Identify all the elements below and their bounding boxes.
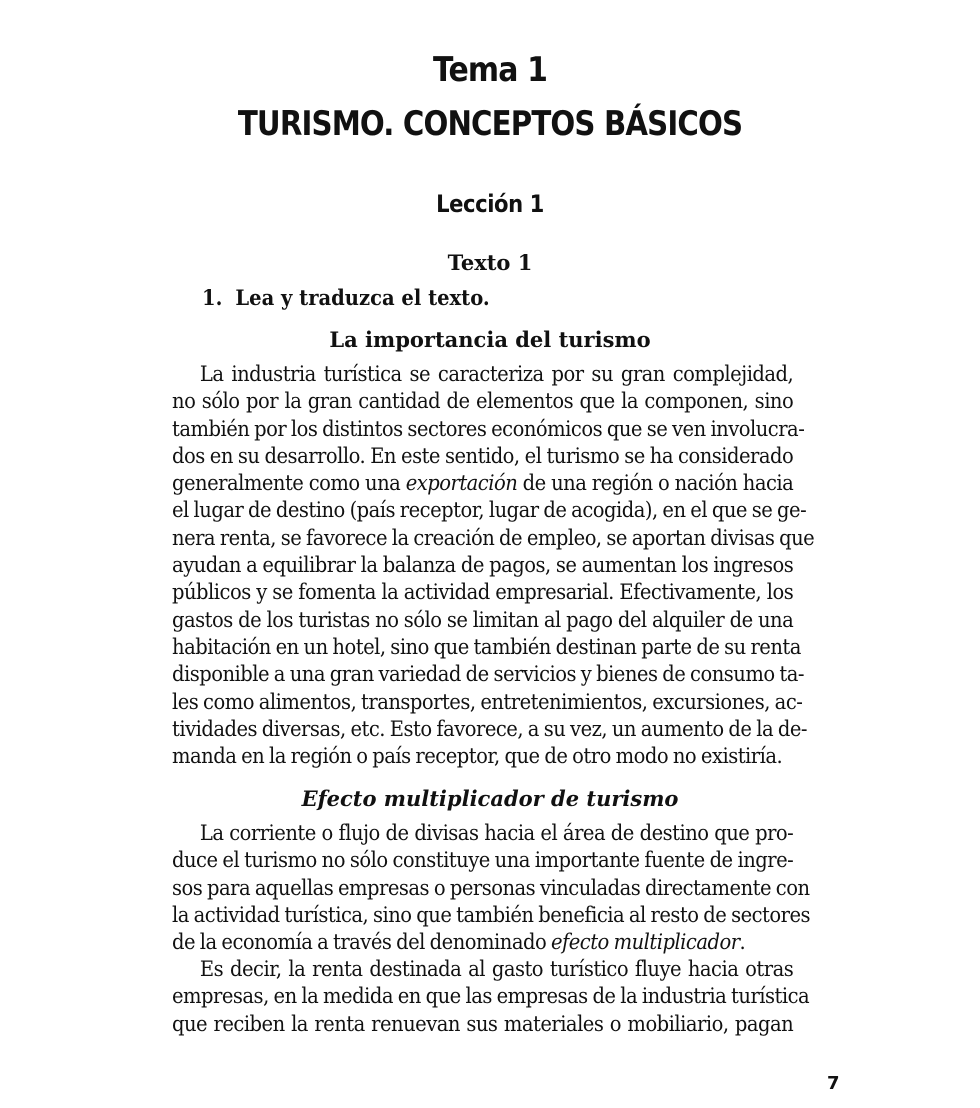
instruction-number: 1. xyxy=(202,285,223,310)
lesson-heading: Lección 1 xyxy=(436,190,544,218)
text-line: empresas, en la medida en que las empresas de la industria turística xyxy=(172,984,810,1009)
text-line: dos en su desarrollo. En este sentido, el turismo se ha considerado xyxy=(172,443,794,468)
text-line: nera renta, se favorece la creación de empleo, se aportan divisas que xyxy=(172,525,815,550)
text-line xyxy=(172,470,793,497)
text-line: gastos de los turistas no sólo se limitan al pago del alquiler de una xyxy=(172,607,794,632)
text-line: el lugar de destino (país receptor, lugar de acogida), en el que se ge- xyxy=(172,498,807,523)
text-heading: Texto 1 xyxy=(447,250,533,275)
text-line: también por los distintos sectores económicos que se ven involucra- xyxy=(172,416,805,441)
text-line: la actividad turística, sino que también beneficia al resto de sectores xyxy=(172,902,811,927)
page-number: 7 xyxy=(827,1073,840,1094)
paragraph-importance xyxy=(172,361,815,770)
text-fragment: generalmente como una xyxy=(172,471,406,496)
text-line: tividades diversas, etc. Esto favorece, a su vez, un aumento de la de- xyxy=(172,716,807,741)
text-line: duce el turismo no sólo constituye una importante fuente de ingre- xyxy=(172,848,794,873)
emphasis-exportacion: exportación xyxy=(405,471,518,496)
text-line: públicos y se fomenta la actividad empresarial. Efectivamente, los xyxy=(172,580,794,605)
text-fragment: de la economía a través del denominado xyxy=(172,930,551,955)
paragraph-multiplier-2 xyxy=(172,956,810,1038)
text-line: les como alimentos, transportes, entretenimientos, excursiones, ac- xyxy=(172,689,803,714)
section-title-importance: La importancia del turismo xyxy=(329,327,651,352)
chapter-label: Tema 1 xyxy=(432,50,548,90)
text-line: sos para aquellas empresas o personas vinculadas directamente con xyxy=(172,875,810,900)
chapter-title: TURISMO. CONCEPTOS BÁSICOS xyxy=(237,104,743,144)
text-line: no sólo por la gran cantidad de elementos que la componen, sino xyxy=(172,389,794,414)
instruction-text: Lea y traduzca el texto. xyxy=(235,285,490,310)
text-fragment: . xyxy=(739,930,746,955)
emphasis-efecto-multiplicador: efecto multiplicador xyxy=(550,930,740,955)
text-line: que reciben la renta renuevan sus materiales o mobiliario, pagan xyxy=(172,1011,794,1036)
instruction xyxy=(202,285,490,310)
text-line: habitación en un hotel, sino que también destinan parte de su renta xyxy=(172,634,801,659)
text-line: ayudan a equilibrar la balanza de pagos, se aumentan los ingresos xyxy=(172,553,794,578)
text-line: La corriente o flujo de divisas hacia el área de destino que pro- xyxy=(199,821,794,845)
text-line: La industria turística se caracteriza por su gran complejidad, xyxy=(199,362,794,386)
section-title-multiplier: Efecto multiplicador de turismo xyxy=(301,786,679,811)
text-line xyxy=(172,929,793,956)
text-line: manda en la región o país receptor, que de otro modo no existiría. xyxy=(172,744,783,769)
text-line: Es decir, la renta destinada al gasto turístico fluye hacia otras xyxy=(199,957,794,981)
text-line: disponible a una gran variedad de servicios y bienes de consumo ta- xyxy=(172,662,804,687)
paragraph-multiplier-1 xyxy=(172,820,811,956)
text-fragment: de una región o nación hacia xyxy=(517,471,794,496)
